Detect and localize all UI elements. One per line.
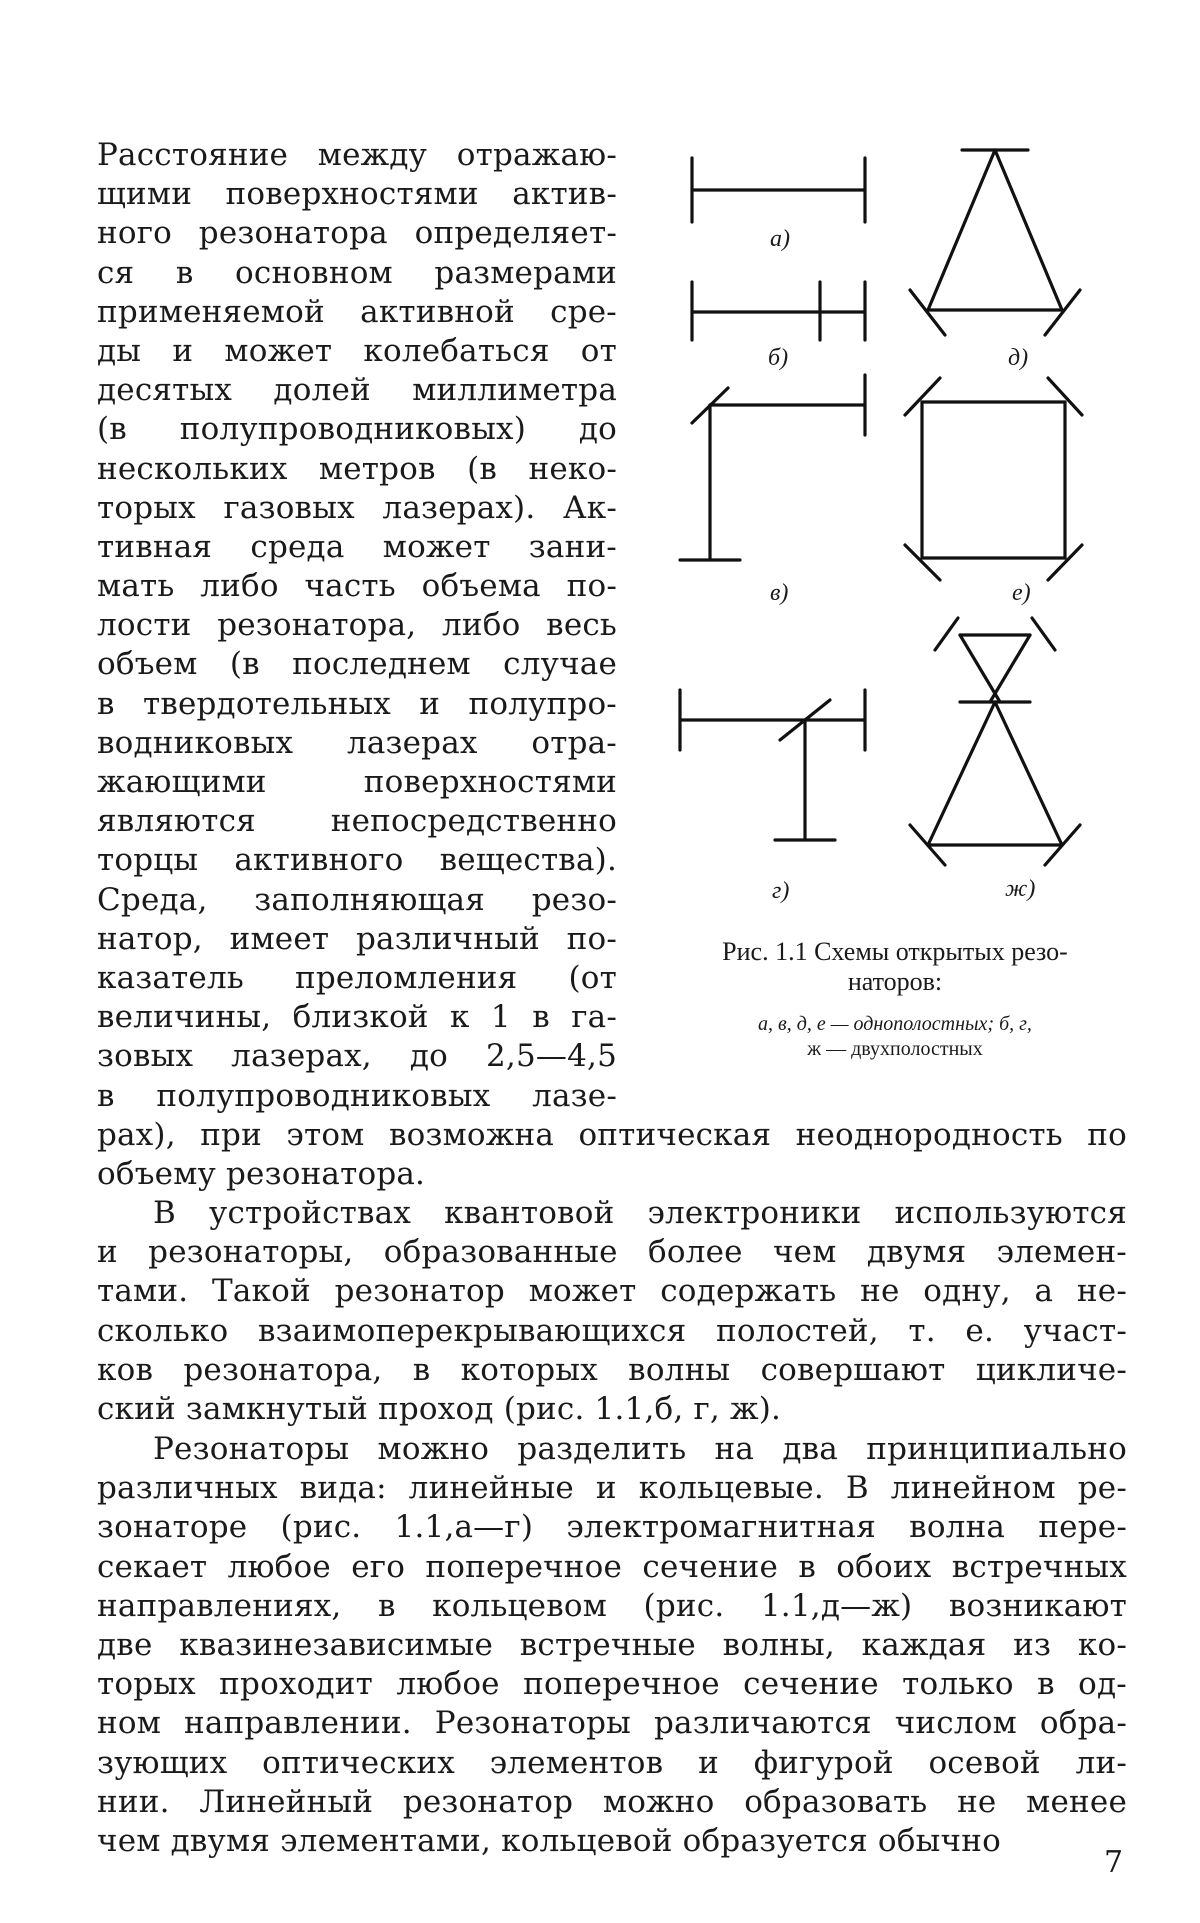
text-line: зующих оптических элементов и фигурой осевой ли- — [97, 1744, 1127, 1781]
text-line: десятых долей миллиметра — [97, 372, 617, 409]
left-column-text — [97, 136, 617, 1116]
text-line: торых проходит любое поперечное сечение только в од- — [97, 1666, 1127, 1703]
figure-1-1 — [660, 140, 1130, 920]
panel-label-d: д) — [1008, 345, 1029, 371]
text-line: направлениях, в кольцевом (рис. 1.1,д—ж) возникают — [97, 1587, 1127, 1624]
text-line: торых газовых лазерах). Ак- — [97, 489, 617, 526]
scheme-d — [910, 150, 1080, 335]
text-line: лости резонатора, либо весь — [97, 607, 617, 644]
text-line: сколько взаимоперекрывающихся полостей, т. е. участ- — [97, 1312, 1127, 1349]
panel-label-e: е) — [1012, 580, 1031, 606]
scheme-g — [680, 690, 865, 840]
text-line: мать либо часть объема по- — [97, 568, 617, 605]
text-line: объем (в последнем случае — [97, 646, 617, 683]
text-line: в твердотельных и полупро- — [97, 685, 617, 722]
scheme-v — [680, 375, 865, 560]
caption-title-line: наторов: — [847, 967, 943, 996]
text-line: жающими поверхностями — [97, 764, 617, 800]
text-line: ский замкнутый проход (рис. 1.1,б, г, ж). — [97, 1390, 782, 1427]
text-line: зонаторе (рис. 1.1,а—г) электромагнитная волна пере- — [97, 1509, 1127, 1546]
text-line: ся в основном размерами — [97, 254, 617, 291]
text-line: две квазинезависимые встречные волны, каждая из ко- — [97, 1626, 1127, 1663]
text-line: ном направлении. Резонаторы различаются числом обра- — [97, 1705, 1127, 1742]
text-line: (в полупроводниковых) до — [97, 411, 617, 448]
figure-caption-legend — [650, 1012, 1140, 1062]
text-line: Расстояние между отражаю- — [97, 137, 617, 173]
page-number: 7 — [1104, 1845, 1124, 1880]
text-line: водниковых лазерах отра- — [97, 724, 617, 761]
paragraph-2 — [97, 1194, 1127, 1429]
text-line: объему резонатора. — [97, 1156, 426, 1193]
scheme-zh — [910, 618, 1080, 865]
panel-label-g: г) — [772, 878, 790, 904]
full-width-continuation — [97, 1116, 1127, 1194]
text-line: в полупроводниковых лазе- — [97, 1077, 617, 1114]
text-line: Резонаторы можно разделить на два принципиально — [153, 1431, 1127, 1467]
panel-label-b: б) — [768, 345, 789, 371]
text-line: нескольких метров (в неко- — [97, 450, 617, 487]
text-line: Среда, заполняющая резо- — [97, 881, 617, 918]
text-line: чем двумя элементами, кольцевой образуется обычно — [97, 1822, 1001, 1859]
caption-legend-line: ж — двухполостных — [807, 1038, 983, 1060]
caption-legend-line: а, в, д, е — однополостных; б, г, — [758, 1013, 1032, 1035]
text-line: В устройствах квантовой электроники используются — [153, 1195, 1127, 1231]
caption-title-line: Рис. 1.1 Схемы открытых резо- — [722, 937, 1068, 966]
text-line: рах), при этом возможна оптическая неоднородность по — [97, 1117, 1127, 1153]
text-line: величины, близкой к 1 в га- — [97, 999, 617, 1036]
text-line: натор, имеет различный по- — [97, 920, 617, 957]
resonator-schemes-diagram — [660, 140, 1130, 920]
text-line: казатель преломления (от — [97, 959, 617, 996]
panel-label-a: а) — [770, 226, 790, 252]
text-line: ды и может колебаться от — [97, 332, 617, 369]
text-line: нии. Линейный резонатор можно образовать не менее — [97, 1783, 1127, 1820]
text-line: тивная среда может зани- — [97, 528, 617, 565]
text-line: секает любое его поперечное сечение в обоих встречных — [97, 1548, 1127, 1585]
text-line: и резонаторы, образованные более чем двумя элемен- — [97, 1234, 1127, 1271]
text-line: применяемой активной сре- — [97, 293, 617, 330]
panel-label-zh: ж) — [1005, 876, 1036, 902]
text-line: ного резонатора определяет- — [97, 215, 617, 252]
figure-caption-title — [650, 937, 1140, 997]
scheme-b — [692, 282, 865, 340]
text-line: являются непосредственно — [97, 803, 617, 840]
scheme-e — [905, 378, 1082, 580]
scheme-a — [692, 158, 865, 222]
text-line: торцы активного вещества). — [97, 842, 617, 879]
text-line: тами. Такой резонатор может содержать не одну, а не- — [97, 1273, 1127, 1310]
panel-label-v: в) — [770, 580, 789, 606]
text-line: щими поверхностями актив- — [97, 176, 617, 213]
text-line: различных вида: линейные и кольцевые. В линейном ре- — [97, 1470, 1127, 1507]
text-line: зовых лазерах, до 2,5—4,5 — [97, 1038, 617, 1075]
paragraph-3 — [97, 1430, 1127, 1861]
text-line: ков резонатора, в которых волны совершают цикличе- — [97, 1351, 1127, 1388]
